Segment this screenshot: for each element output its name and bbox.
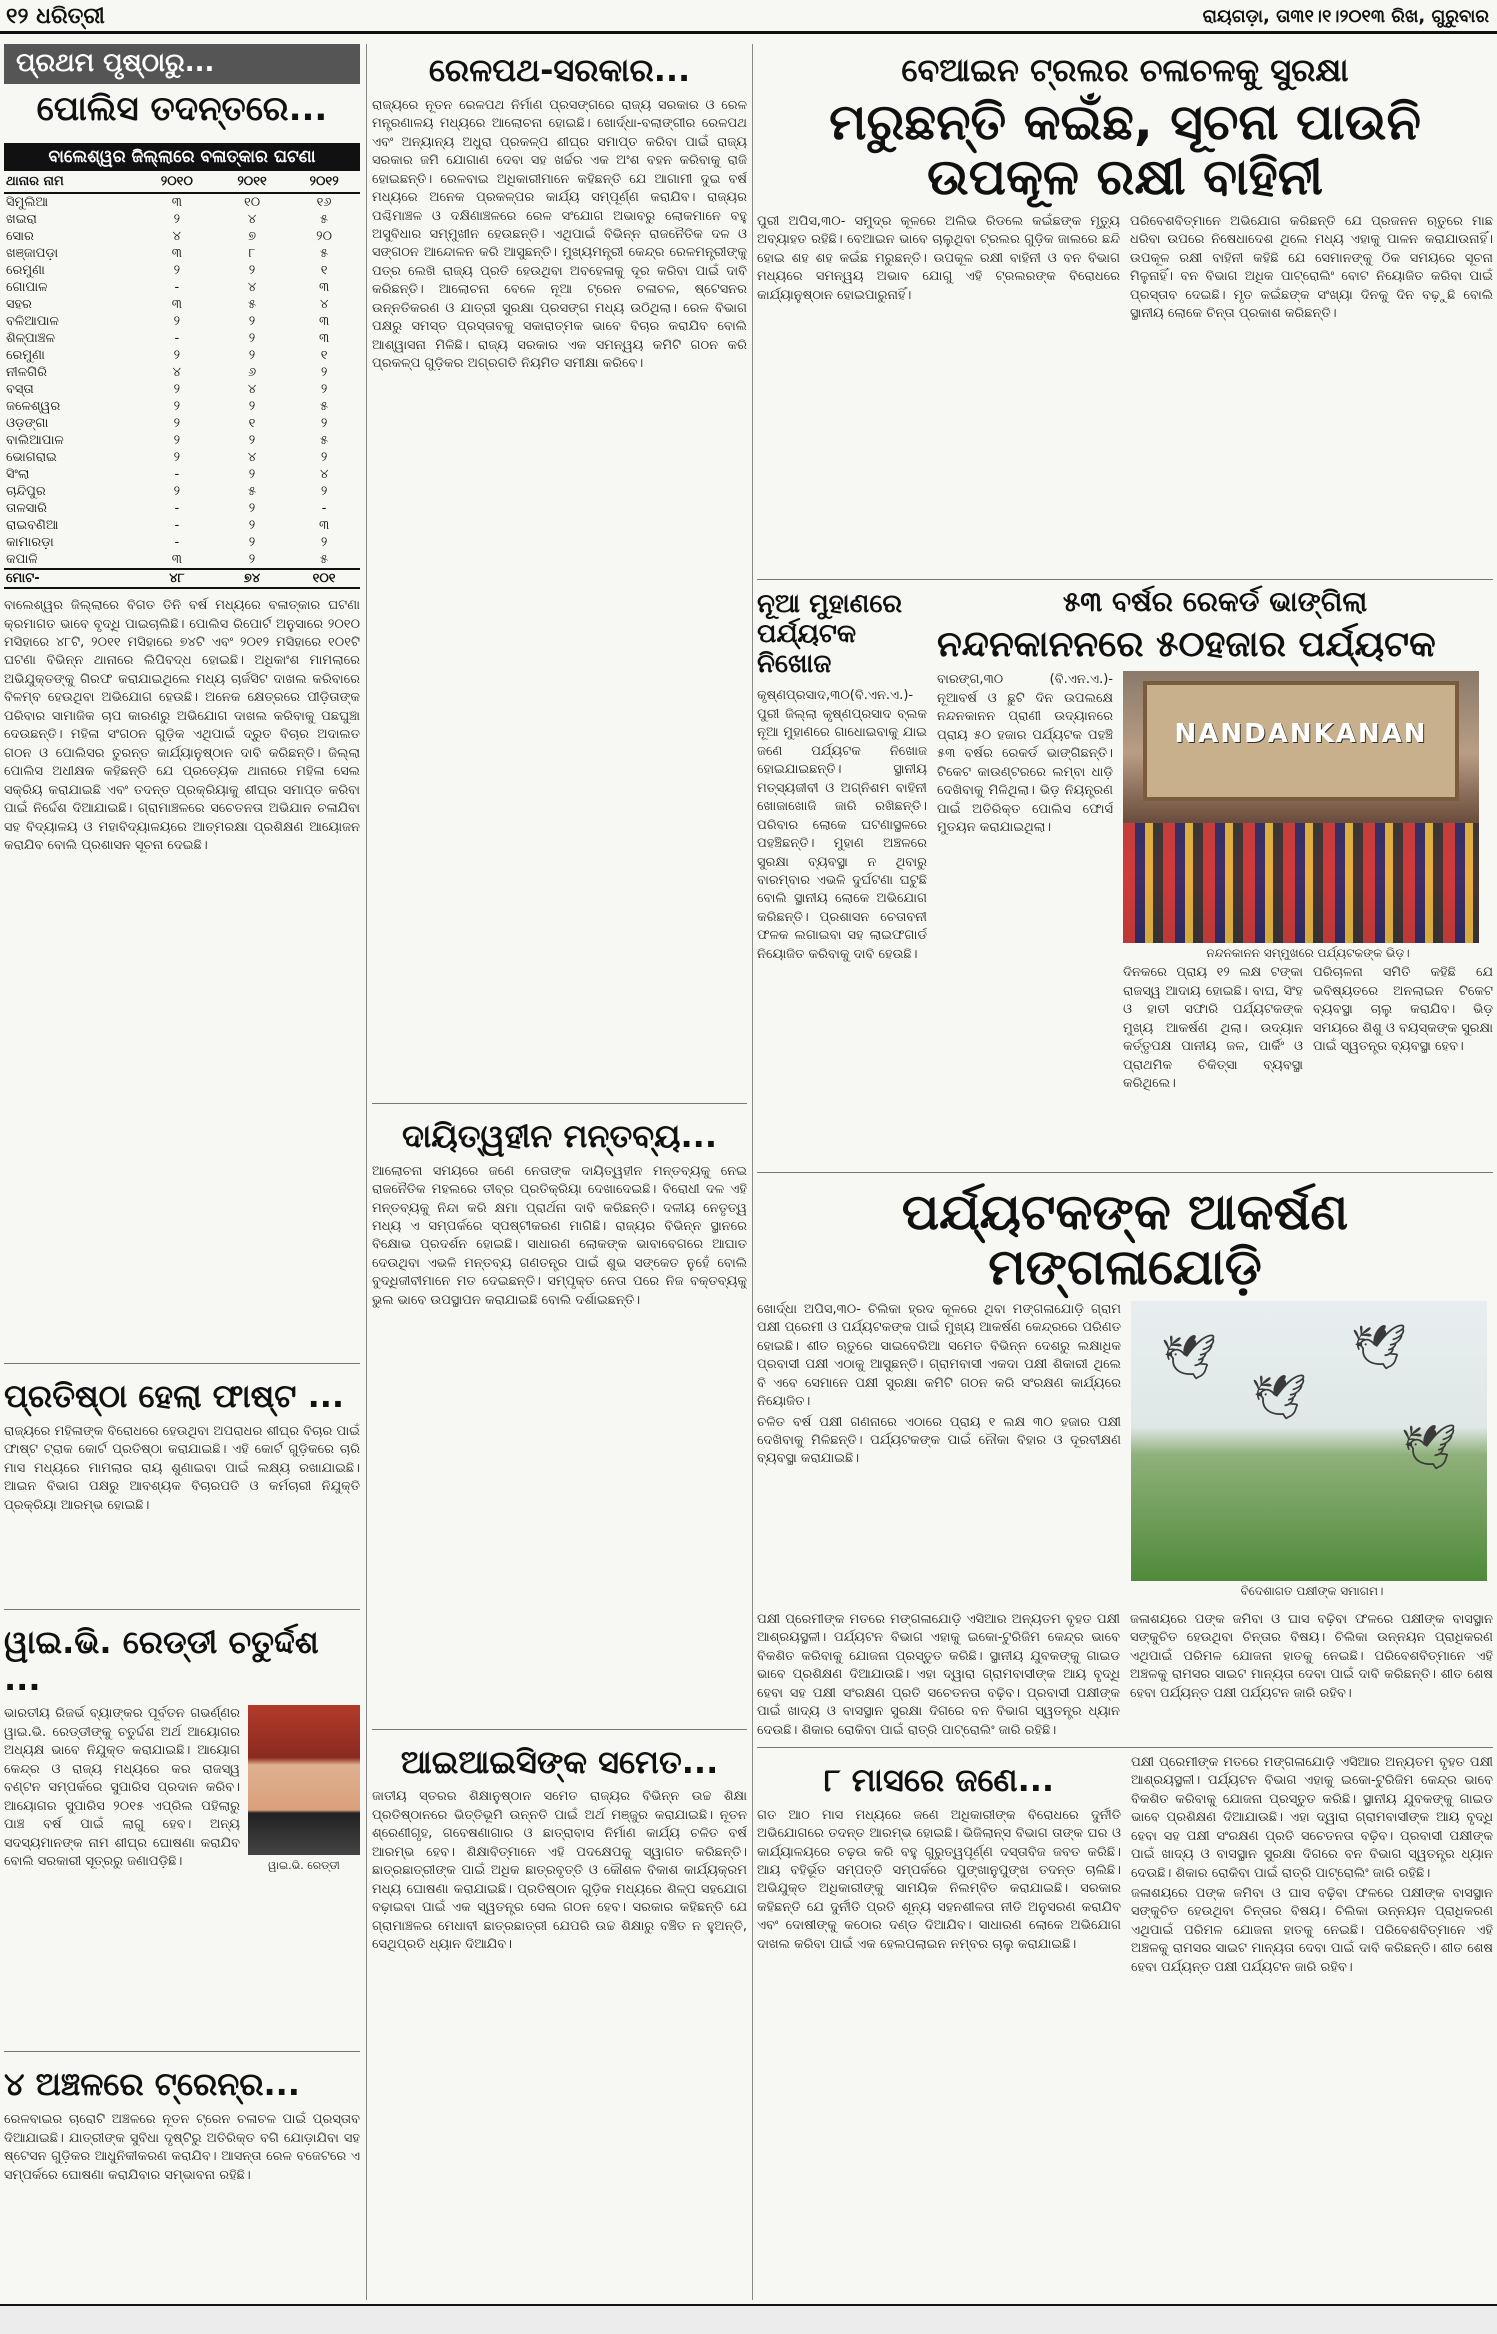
case-count-cell: ୨ [248,552,256,568]
station-name-cell: ତାଳସାରି [6,501,48,517]
eight-months-headline: ୮ ମାସରେ ଜଣେ... [823,1760,1055,1799]
paragraph: ରେଳବାଇର ଚାରୋଟି ଅଞ୍ଚଳରେ ନୂତନ ଟ୍ରେନ ଚଳାଚଳ ପାଇଁ ପ୍ରସ୍ତାବ ଦିଆଯାଇଛି। ଯାତ୍ରୀଙ୍କ ସୁବିଧା ଦୃଷ୍ଟିରୁ ଅତିରିକ୍ତ ବଗି ଯୋଡ଼ାଯିବା ସହ ଷ୍ଟେସନ ଗୁଡ଼ିକର ଆଧୁନିକୀକରଣ କରାଯିବ। ଆସନ୍ତା ରେଳ ବଜେଟରେ ଏ ସମ୍ପର୍କରେ ଘୋଷଣା କରାଯିବାର ସମ୍ଭାବନା ରହିଛି। [4,2112,360,2183]
case-count-cell: ୨ [320,416,328,432]
rape-cases-table [4,143,360,589]
nandankanan-photo-caption: ନନ୍ଦନକାନନ ସମ୍ମୁଖରେ ପର୍ଯ୍ୟଟକଙ୍କ ଭିଡ଼। [1206,946,1410,961]
case-count-cell: ୨ [173,212,181,228]
column-divider [366,44,367,2300]
station-name-cell: ଖଇରା [6,212,37,228]
nandankanan-story [937,586,1493,1166]
mangalajodi-text-3 [1130,1611,1493,1741]
missing-tourist-headline: ନୂଆ ମୁହାଣରେ ପର୍ଯ୍ୟଟକ ନିଖୋଜ [757,588,903,679]
paragraph: ଜଳାଶୟରେ ପଙ୍କ ଜମିବା ଓ ଘାସ ବଢ଼ିବା ଫଳରେ ପକ୍ଷୀଙ୍କ ବାସସ୍ଥାନ ସଙ୍କୁଚିତ ହେଉଥିବା ଚିନ୍ତାର ବିଷୟ। ଚିଲିକା ଉନ୍ନୟନ ପ୍ରାଧିକରଣ ଏଥିପାଇଁ ପରିମଳ ଯୋଜନା ହାତକୁ ନେଇଛି। ପରିବେଶବିତ୍ମାନେ ଏହି ଅଞ୍ଚଳକୁ ରାମସର ସାଇଟ ମାନ୍ୟତା ଦେବା ପାଇଁ ଦାବି କରିଛନ୍ତି। ଶୀତ ଶେଷ ହେବା ପର୍ଯ୍ୟନ୍ତ ପକ୍ଷୀ ପର୍ଯ୍ୟଟନ ଜାରି ରହିବ। [1130,1611,1493,1701]
birds-photo [1131,1301,1487,1581]
nandankanan-kicker: ୫୩ ବର୍ଷର ରେକର୍ଡ ଭାଙ୍ଗିଲା [1062,584,1368,618]
case-count-cell: ୨ [320,450,328,466]
bird-icon: 🕊 [1401,1421,1457,1473]
table-row [4,313,360,330]
table-row [4,415,360,432]
page-footer [0,2304,1497,2334]
mangalajodi-figure [1131,1301,1493,1611]
eight-months-body [757,1807,1121,2277]
case-count-cell: ୨ [248,331,256,347]
column-header: ୨୦୧୨ [288,171,360,193]
station-name-cell: ରେମୁଣା [6,263,45,279]
table-row [4,466,360,483]
nandankanan-text-2 [1123,964,1303,1104]
case-count-cell: ୨ [320,535,328,551]
table-row [4,228,360,245]
case-count-cell: ୨ [173,399,181,415]
case-count-cell: ୭ [248,229,257,245]
case-count-cell: - [174,535,180,551]
station-name-cell: ସହର [6,297,32,313]
paragraph: କୃଷ୍ଣପ୍ରସାଦ,୩୦(ବି.ଏନ.ଏ.)- ପୁରୀ ଜିଲ୍ଲା କୃଷ୍ଣପ୍ରସାଦ ବ୍ଲକ ନୂଆ ମୁହାଣରେ ଗାଧୋଇବାକୁ ଯାଇ ଜଣେ ପର୍ଯ୍ୟଟକ ନିଖୋଜ ହୋଇଯାଇଛନ୍ତି। ସ୍ଥାନୀୟ ମତ୍ସ୍ୟଜୀବୀ ଓ ଅଗ୍ନିଶମ ବାହିନୀ ଖୋଜାଖୋଜି ଜାରି ରଖିଛନ୍ତି। ପରିବାର ଲୋକେ ଘଟଣାସ୍ଥଳରେ ପହଞ୍ଚିଛନ୍ତି। ମୁହାଣ ଅଞ୍ଚଳରେ ସୁରକ୍ଷା ବ୍ୟବସ୍ଥା ନ ଥିବାରୁ ବାରମ୍ବାର ଏଭଳି ଦୁର୍ଘଟଣା ଘଟୁଛି ବୋଲି ସ୍ଥାନୀୟ ଲୋକେ ଅଭିଯୋଗ କରିଛନ୍ତି। ପ୍ରଶାସନ ଚେତାବନୀ ଫଳକ ଲଗାଇବା ସହ ଲାଇଫଗାର୍ଡ ନିୟୋଜିତ କରିବାକୁ ଦାବି ହେଉଛି। [757,688,927,962]
divider [4,2051,360,2052]
paragraph: ଗତ ଆଠ ମାସ ମଧ୍ୟରେ ଜଣେ ଅଧିକାରୀଙ୍କ ବିରୋଧରେ ଦୁର୍ନୀତି ଅଭିଯୋଗରେ ତଦନ୍ତ ଆରମ୍ଭ ହୋଇଛି। ଭିଜିଲାନ୍ସ ବିଭାଗ ତାଙ୍କ ଘର ଓ କାର୍ଯ୍ୟାଳୟରେ ଚଢ଼ଉ କରି ବହୁ ଗୁରୁତ୍ୱପୂର୍ଣ୍ଣ ଦସ୍ତାବିଜ ଜବତ କରିଛି। ଆୟ ବହିର୍ଭୂତ ସମ୍ପତ୍ତି ସମ୍ପର୍କରେ ପୁଙ୍ଖାନୁପୁଙ୍ଖ ତଦନ୍ତ ଚାଲିଛି। ଅଭିଯୁକ୍ତ ଅଧିକାରୀଙ୍କୁ ସାମୟିକ ନିଲମ୍ବିତ କରାଯାଇଛି। ସରକାର କହିଛନ୍ତି ଯେ ଦୁର୍ନୀତି ପ୍ରତି ଶୂନ୍ୟ ସହନଶୀଳତା ନୀତି ଅନୁସରଣ କରାଯିବ ଏବଂ ଦୋଷୀଙ୍କୁ କଠୋର ଦଣ୍ଡ ଦିଆଯିବ। ସାଧାରଣ ଲୋକେ ଅଭିଯୋଗ ଦାଖଲ କରିବା ପାଇଁ ଏକ ହେଲପଲାଇନ ନମ୍ବର ଚାଲୁ କରାଯାଇଛି। [757,1807,1121,1952]
lead-headline: ମରୁଛନ୍ତି କଇଁଛ, ସୂଚନା ପାଉନି ଉପକୂଳ ରକ୍ଷୀ ବାହିନୀ [829,92,1421,206]
station-name-cell: ରେମୁଣା [6,348,45,364]
case-count-cell: ୨ [248,314,256,330]
missing-tourist-body [757,687,927,1167]
crowd [1123,823,1479,943]
table-row [4,364,360,381]
station-name-cell: କପାଳି [6,552,38,568]
table-row [4,483,360,500]
case-count-cell: ୫ [320,552,329,568]
case-count-cell: ୨ [248,518,256,534]
divider [757,1747,1493,1748]
story-police-body [4,597,360,1357]
case-count-cell: - [174,280,180,296]
divider [372,1103,747,1104]
column-header: ଥାନାର ନାମ [4,171,138,193]
case-count-cell: ୨ [248,501,256,517]
case-count-cell: ୪ [172,365,181,381]
case-count-cell: - [174,331,180,347]
case-count-cell: ୩ [171,552,182,568]
total-value: ୧୦୧ [288,569,360,588]
nandankanan-text-3 [1313,964,1493,1104]
case-count-cell: ୨ [173,416,181,432]
table-row [4,432,360,449]
table-row [4,398,360,415]
table-row [4,347,360,364]
case-count-cell: ୫ [320,399,329,415]
total-value: ୭୪ [216,569,288,588]
table-total-row [4,569,360,588]
section-kicker: ପ୍ରଥମ ପୃଷ୍ଠାରୁ... [4,44,360,84]
lower-block [757,1754,1493,2294]
paragraph: ବାରଙ୍ଗ,୩୦ (ବି.ଏନ.ଏ.)- ନୂଆବର୍ଷ ଓ ଛୁଟି ଦିନ ଉପଲକ୍ଷେ ନନ୍ଦନକାନନ ପ୍ରାଣୀ ଉଦ୍ୟାନରେ ପ୍ରାୟ ୫୦ ହଜାର ପର୍ଯ୍ୟଟକ ପହଞ୍ଚି ୫୩ ବର୍ଷର ରେକର୍ଡ ଭାଙ୍ଗିଛନ୍ତି। ଟିକେଟ କାଉଣ୍ଟରରେ ଲମ୍ବା ଧାଡ଼ି ଦେଖିବାକୁ ମିଳିଥିଲା। ଭିଡ଼ ନିୟନ୍ତ୍ରଣ ପାଇଁ ଅତିରିକ୍ତ ପୋଲିସ ଫୋର୍ସ ମୁତୟନ କରାଯାଇଥିଲା। [937,672,1113,835]
case-count-cell: ୨ [320,382,328,398]
paragraph: ପୁରୀ ଅପିସ,୩୦- ସମୁଦ୍ର କୂଳରେ ଅଲିଭ ରିଡଲେ କଇଁଛଙ୍କ ମୃତ୍ୟୁ ଅବ୍ୟାହତ ରହିଛି। ବେଆଇନ ଭାବେ ଚାଲୁଥିବା ଟ୍ରଲର ଗୁଡ଼ିକ ଜାଲରେ ଛନ୍ଦି ହୋଇ ଶହ ଶହ କଇଁଛ ମରୁଛନ୍ତି। ଉପକୂଳ ରକ୍ଷୀ ବାହିନୀ ଓ ବନ ବିଭାଗ ମଧ୍ୟରେ ସମନ୍ୱୟ ଅଭାବ ଯୋଗୁ ଏହି ଟ୍ରଲରଙ୍କ ବିରୋଧରେ କାର୍ଯ୍ୟାନୁଷ୍ଠାନ ହୋଇପାରୁନାହିଁ। [757,213,1120,303]
case-count-cell: ୪ [247,212,257,228]
case-count-cell: ୨ [173,263,181,279]
case-count-cell: ୨ [248,263,256,279]
case-count-cell: ୪ [319,297,329,313]
station-name-cell: ବାଲିଆପାଳ [6,433,64,449]
case-count-cell: ୪ [172,229,181,245]
case-count-cell: ୩ [171,195,182,211]
case-count-cell: ୨ [173,314,181,330]
case-count-cell: ୨ [248,467,256,483]
case-count-cell: ୨ [173,382,181,398]
paragraph: ପକ୍ଷୀ ପ୍ରେମୀଙ୍କ ମତରେ ମଙ୍ଗଳାଯୋଡ଼ି ଏସିଆର ଅନ୍ୟତମ ବୃହତ ପକ୍ଷୀ ଆଶ୍ରୟସ୍ଥଳୀ। ପର୍ଯ୍ୟଟନ ବିଭାଗ ଏହାକୁ ଇକୋ-ଟୁରିଜିମ କେନ୍ଦ୍ର ଭାବେ ବିକଶିତ କରିବାକୁ ଯୋଜନା ପ୍ରସ୍ତୁତ କରିଛି। ସ୍ଥାନୀୟ ଯୁବକଙ୍କୁ ଗାଇଡ ଭାବେ ପ୍ରଶିକ୍ଷଣ ଦିଆଯାଉଛି। ଏହା ଦ୍ୱାରା ଗ୍ରାମବାସୀଙ୍କ ଆୟ ବୃଦ୍ଧି ହେବା ସହ ପକ୍ଷୀ ସଂରକ୍ଷଣ ପ୍ରତି ସଚେତନତା ବଢ଼ିବ। ପ୍ରବାସୀ ପକ୍ଷୀଙ୍କ ପାଇଁ ଖାଦ୍ୟ ଓ ବାସସ୍ଥାନ ସୁରକ୍ଷା ଦିଗରେ ବନ ବିଭାଗ ସ୍ୱତନ୍ତ୍ର ଧ୍ୟାନ ଦେଉଛି। ଶିକାର ରୋକିବା ପାଇଁ ରାତ୍ରି ପାଟ୍ରୋଲିଂ ଜାରି ରହିଛି। [757,1611,1120,1738]
table-row [4,449,360,466]
case-count-cell: ୪ [247,450,257,466]
nandankanan-photo [1123,671,1479,943]
case-count-cell: - [174,501,180,517]
table-row [4,296,360,313]
case-count-cell: - [174,518,180,534]
station-name-cell: ଖଞ୍ଜାପଡ଼ା [6,246,59,262]
case-count-cell: ୨ [173,433,181,449]
story-fasttrack-headline: ପ୍ରତିଷ୍ଠା ହେଲା ଫାଷ୍ଟ ... [4,1377,345,1416]
table-row [4,534,360,551]
table-header-row [4,171,360,193]
paragraph: ରାଜ୍ୟରେ ମହିଳାଙ୍କ ବିରୋଧରେ ହେଉଥିବା ଅପରାଧର ଶୀଘ୍ର ବିଚାର ପାଇଁ ଫାଷ୍ଟ ଟ୍ରାକ କୋର୍ଟ ପ୍ରତିଷ୍ଠା କରାଯାଇଛି। ଏହି କୋର୍ଟ ଗୁଡ଼ିକରେ ଚାରି ମାସ ମଧ୍ୟରେ ମାମଲାର ରାୟ ଶୁଣାଇବା ପାଇଁ ଲକ୍ଷ୍ୟ ରଖାଯାଇଛି। ଆଇନ ବିଭାଗ ପକ୍ଷରୁ ଆବଶ୍ୟକ ବିଚାରପତି ଓ କର୍ମଚାରୀ ନିଯୁକ୍ତି ପ୍ରକ୍ରିୟା ଆରମ୍ଭ ହୋଇଛି। [4,1423,360,1513]
mangalajodi-text [757,1301,1121,1611]
story-train-headline: ୪ ଅଞ୍ଚଳରେ ଟ୍ରେନ୍ର... [4,2065,300,2104]
paragraph: ଖୋର୍ଦ୍ଧା ଅପିସ,୩୦- ଚିଲିକା ହ୍ରଦ କୂଳରେ ଥିବା ମଙ୍ଗଳାଯୋଡ଼ି ଗ୍ରାମ ପକ୍ଷୀ ପ୍ରେମୀ ଓ ପର୍ଯ୍ୟଟକଙ୍କ ପାଇଁ ମୁଖ୍ୟ ଆକର୍ଷଣ କେନ୍ଦ୍ରରେ ପରିଣତ ହୋଇଛି। ଶୀତ ଋତୁରେ ସାଇବେରିଆ ସମେତ ବିଭିନ୍ନ ଦେଶରୁ ଲକ୍ଷାଧିକ ପ୍ରବାସୀ ପକ୍ଷୀ ଏଠାକୁ ଆସୁଛନ୍ତି। ଗ୍ରାମବାସୀ ଏକଦା ପକ୍ଷୀ ଶିକାରୀ ଥିଲେ ବି ଏବେ ସେମାନେ ପକ୍ଷୀ ସୁରକ୍ଷା କମିଟି ଗଠନ କରି ସଂରକ୍ଷଣ କାର୍ଯ୍ୟରେ ନିୟୋଜିତ। [757,1301,1121,1410]
case-count-cell: ୬ [247,365,257,381]
nandankanan-more [1123,964,1493,1104]
column-divider [752,44,753,2300]
bird-icon: 🕊 [1251,1371,1307,1423]
case-count-cell: ୩ [319,280,330,296]
case-count-cell: ୨ [248,399,256,415]
case-count-cell: ୩ [319,518,330,534]
paragraph: ବାଲେଶ୍ୱର ଜିଲ୍ଲାରେ ବିଗତ ତିନି ବର୍ଷ ମଧ୍ୟରେ ବଳାତ୍କାର ଘଟଣା କ୍ରମାଗତ ଭାବେ ବୃଦ୍ଧି ପାଇଚାଲିଛି। ପୋଲିସ ରିପୋର୍ଟ ଅନୁସାରେ ୨୦୧୦ ମସିହାରେ ୪୮ଟି, ୨୦୧୧ ମସିହାରେ ୭୪ଟି ଏବଂ ୨୦୧୨ ମସିହାରେ ୧୦୧ଟି ଘଟଣା ବିଭିନ୍ନ ଥାନାରେ ଲିପିବଦ୍ଧ ହୋଇଛି। ଅଧିକାଂଶ ମାମଲାରେ ଅଭିଯୁକ୍ତଙ୍କୁ ଗିରଫ କରାଯାଇଥିଲେ ମଧ୍ୟ ଚାର୍ଜସିଟ ଦାଖଲ କରିବାରେ ବିଳମ୍ବ ହେଉଥିବା ଅଭିଯୋଗ ହେଉଛି। ଅନେକ କ୍ଷେତ୍ରରେ ପୀଡ଼ିତାଙ୍କ ପରିବାର ସାମାଜିକ ଚାପ କାରଣରୁ ଅଭିଯୋଗ ଦାଖଲ କରିବାକୁ ପଛଘୁଞ୍ଚା ଦେଉଛନ୍ତି। ମହିଳା ସଂଗଠନ ଗୁଡ଼ିକ ଏଥିପାଇଁ ଦ୍ରୁତ ବିଚାର ଅଦାଲତ ଗଠନ ଓ ପୋଲିସର ତୁରନ୍ତ କାର୍ଯ୍ୟାନୁଷ୍ଠାନ ଦାବି କରିଛନ୍ତି। ଜିଲ୍ଲା ପୋଲିସ ଅଧୀକ୍ଷକ କହିଛନ୍ତି ଯେ ପ୍ରତ୍ୟେକ ଥାନାରେ ମହିଳା ସେଲ ସକ୍ରିୟ କରାଯାଇଛି ଏବଂ ତଦନ୍ତ ପ୍ରକ୍ରିୟାକୁ ଶୀଘ୍ର ସମାପ୍ତ କରିବା ପାଇଁ ନିର୍ଦ୍ଦେଶ ଦିଆଯାଇଛି। ଗ୍ରାମାଞ୍ଚଳରେ ସଚେତନତା ଅଭିଯାନ ଚଳାଯିବା ସହ ବିଦ୍ୟାଳୟ ଓ ମହାବିଦ୍ୟାଳୟରେ ଆତ୍ମରକ୍ଷା ପ୍ରଶିକ୍ଷଣ ଆୟୋଜନ କରାଯିବ ବୋଲି ପ୍ରଶାସନ ସୂଚନା ଦେଇଛି। [4,598,360,853]
story-reddy-body [4,1705,360,2045]
case-count-cell: ୨ [248,348,256,364]
tourism-block [757,586,1493,1166]
paragraph: ପରିଚାଳନା ସମିତି କହିଛି ଯେ ଭବିଷ୍ୟତରେ ଅନଲାଇନ ଟିକେଟ ବ୍ୟବସ୍ଥା ଚାଲୁ କରାଯିବ। ଭିଡ଼ ସମୟରେ ଶିଶୁ ଓ ବୟସ୍କଙ୍କ ସୁରକ୍ଷା ପାଇଁ ସ୍ୱତନ୍ତ୍ର ବ୍ୟବସ୍ଥା ହେବ। [1313,965,1493,1055]
station-name-cell: କାମାରଡ଼ା [6,535,54,551]
total-value: ୪୮ [138,569,216,588]
case-count-cell: ୨ [173,348,181,364]
case-count-cell: ୧୬ [316,195,332,211]
case-count-cell: ୨ [173,450,181,466]
nandankanan-headline: ନନ୍ଦନକାନନରେ ୫୦ହଜାର ପର୍ଯ୍ୟଟକ [937,623,1436,665]
station-name-cell: ଭୋଗରାଇ [6,450,57,466]
dateline: ରାୟଗଡ଼ା, ତା୩୧।୧।୨୦୧୩ ରିଖ, ଗୁରୁବାର [1202,6,1489,27]
case-count-cell: ୩ [171,246,182,262]
case-count-cell: ୫ [320,433,329,449]
case-count-cell: ୨ [248,535,256,551]
masthead [0,0,1497,34]
case-count-cell: - [321,501,327,517]
eight-months-story [757,1754,1121,2294]
lead-body-left [757,213,1120,573]
case-count-cell: ୩ [319,314,330,330]
case-count-cell: - [174,467,180,483]
table-row [4,551,360,569]
zoo-gate-sign: NANDANKANAN [1174,719,1428,750]
case-count-cell: ୩ [171,297,182,313]
table-row [4,193,360,211]
station-name-cell: ସୋର [6,229,34,245]
story-reddy-headline: ୱାଇ.ଭି. ରେଡ୍ଡୀ ଚତୁର୍ଦ୍ଦଶ ... [4,1622,319,1698]
bird-icon: 🕊 [1161,1331,1217,1383]
column-header: ୨୦୧୧ [216,171,288,193]
case-count-cell: ୨ [248,433,256,449]
nandankanan-body [937,671,1493,1131]
portrait-caption: ୱାଇ.ଭି. ରେଡ୍ଡୀ [268,1858,340,1872]
paragraph: ପରିବେଶବିତ୍ମାନେ ଅଭିଯୋଗ କରିଛନ୍ତି ଯେ ପ୍ରଜନନ ଋତୁରେ ମାଛ ଧରିବା ଉପରେ ନିଷେଧାଦେଶ ଥିଲେ ମଧ୍ୟ ଏହାକୁ ପାଳନ କରାଯାଉନାହିଁ। ଉପକୂଳ ରକ୍ଷୀ ବାହିନୀ କହିଛି ଯେ ସେମାନଙ୍କୁ ଠିକ ସମୟରେ ସୂଚନା ମିଳୁନାହିଁ। ବନ ବିଭାଗ ଅଧିକ ପାଟ୍ରୋଲିଂ ବୋଟ ନିୟୋଜିତ କରିବା ପାଇଁ ପ୍ରସ୍ତାବ ଦେଇଛି। ମୃତ କଇଁଛଙ୍କ ସଂଖ୍ୟା ଦିନକୁ ଦିନ ବଢ଼ୁଛି ବୋଲି ସ୍ଥାନୀୟ ଲୋକେ ଚିନ୍ତା ପ୍ରକାଶ କରିଛନ୍ତି। [1130,213,1493,322]
portrait-photo [248,1705,360,1872]
case-count-cell: ୫ [247,297,257,313]
paragraph: ପକ୍ଷୀ ପ୍ରେମୀଙ୍କ ମତରେ ମଙ୍ଗଳାଯୋଡ଼ି ଏସିଆର ଅନ୍ୟତମ ବୃହତ ପକ୍ଷୀ ଆଶ୍ରୟସ୍ଥଳୀ। ପର୍ଯ୍ୟଟନ ବିଭାଗ ଏହାକୁ ଇକୋ-ଟୁରିଜିମ କେନ୍ଦ୍ର ଭାବେ ବିକଶିତ କରିବାକୁ ଯୋଜନା ପ୍ରସ୍ତୁତ କରିଛି। ସ୍ଥାନୀୟ ଯୁବକଙ୍କୁ ଗାଇଡ ଭାବେ ପ୍ରଶିକ୍ଷଣ ଦିଆଯାଉଛି। ଏହା ଦ୍ୱାରା ଗ୍ରାମବାସୀଙ୍କ ଆୟ ବୃଦ୍ଧି ହେବା ସହ ପକ୍ଷୀ ସଂରକ୍ଷଣ ପ୍ରତି ସଚେତନତା ବଢ଼ିବ। ପ୍ରବାସୀ ପକ୍ଷୀଙ୍କ ପାଇଁ ଖାଦ୍ୟ ଓ ବାସସ୍ଥାନ ସୁରକ୍ଷା ଦିଗରେ ବନ ବିଭାଗ ସ୍ୱତନ୍ତ୍ର ଧ୍ୟାନ ଦେଉଛି। ଶିକାର ରୋକିବା ପାଇଁ ରାତ୍ରି ପାଟ୍ରୋଲିଂ ଜାରି ରହିଛି। [1131,1754,1493,1881]
paragraph: ଭାରତୀୟ ରିଜର୍ଭ ବ୍ୟାଙ୍କର ପୂର୍ବତନ ଗଭର୍ଣ୍ଣର ୱାଇ.ଭି. ରେଡ୍ଡୀଙ୍କୁ ଚତୁର୍ଦ୍ଦଶ ଅର୍ଥ ଆୟୋଗର ଅଧ୍ୟକ୍ଷ ଭାବେ ନିଯୁକ୍ତ କରାଯାଇଛି। ଆୟୋଗ କେନ୍ଦ୍ର ଓ ରାଜ୍ୟ ମଧ୍ୟରେ କର ରାଜସ୍ୱ ବଣ୍ଟନ ସମ୍ପର୍କରେ ସୁପାରିସ ପ୍ରଦାନ କରିବ। ଆୟୋଗର ସୁପାରିସ ୨୦୧୫ ଏପ୍ରିଲ ପହିଲାରୁ ପାଞ୍ଚ ବର୍ଷ ପାଇଁ ଲାଗୁ ହେବ। ଅନ୍ୟ ସଦସ୍ୟମାନଙ୍କ ନାମ ଶୀଘ୍ର ଘୋଷଣା କରାଯିବ ବୋଲି ସରକାରୀ ସୂତ୍ରରୁ ଜଣାପଡ଼ିଛି। [4,1706,240,1870]
mangalajodi-top [757,1301,1493,1611]
station-name-cell: ନୀଳଗିରି [6,365,48,381]
nandankanan-text [937,671,1113,1131]
station-name-cell: ବଳିଆପାଳ [6,314,59,330]
mangalajodi-text-2 [757,1611,1120,1741]
case-count-cell: ୮ [248,246,256,262]
table-row [4,245,360,262]
missing-tourist-story [757,586,927,1166]
table-row [4,330,360,347]
table-row [4,500,360,517]
column-header: ୨୦୧୦ [138,171,216,193]
table-body [4,193,360,569]
mangalajodi-bottom [757,1611,1493,1741]
station-name-cell: ଓଡ଼ଙ୍ଗା [6,416,49,432]
story-comment-headline: ଦାୟିତ୍ୱହୀନ ମନ୍ତବ୍ୟ... [401,1116,717,1155]
case-count-cell: ୪ [247,280,257,296]
case-count-cell: ୨ [320,484,328,500]
mangalajodi-headline: ପର୍ଯ୍ୟଟକଙ୍କ ଆକର୍ଷଣ ମଙ୍ଗଳାଯୋଡ଼ି [901,1182,1349,1296]
case-count-cell: ୨୦ [316,229,333,245]
case-count-cell: ୩ [319,331,330,347]
case-count-cell: ୧୦ [243,195,261,211]
divider [4,1609,360,1610]
divider [372,1729,747,1730]
station-name-cell: ଗୋପାଳ [6,280,48,296]
paragraph: ଚଳିତ ବର୍ଷ ପକ୍ଷୀ ଗଣନାରେ ଏଠାରେ ପ୍ରାୟ ୧ ଲକ୍ଷ ୩୦ ହଜାର ପକ୍ଷୀ ଦେଖିବାକୁ ମିଳିଛନ୍ତି। ପର୍ଯ୍ୟଟକଙ୍କ ପାଇଁ ନୌକା ବିହାର ଓ ଦୂରବୀକ୍ଷଣ ବ୍ୟବସ୍ଥା କରାଯାଇଛି। [757,1414,1121,1467]
story-iic-body [372,1788,747,2300]
case-count-cell: ୫ [247,484,257,500]
paragraph: ଦିନକରେ ପ୍ରାୟ ୧୨ ଲକ୍ଷ ଟଙ୍କା ରାଜସ୍ୱ ଆଦାୟ ହୋଇଛି। ବାଘ, ସିଂହ ଓ ହାତୀ ସଫାରି ପର୍ଯ୍ୟଟକଙ୍କ ମୁଖ୍ୟ ଆକର୍ଷଣ ଥିଲା। ଉଦ୍ୟାନ କର୍ତ୍ତୃପକ୍ଷ ପାନୀୟ ଜଳ, ପାର୍କିଂ ଓ ପ୍ରାଥମିକ ଚିକିତ୍ସା ବ୍ୟବସ୍ଥା କରିଥିଲେ। [1123,965,1303,1092]
table-row [4,262,360,279]
case-count-cell: ୪ [247,382,257,398]
station-name-cell: ଶିଳ୍ପାଞ୍ଚଳ [6,331,55,347]
story-train-body [4,2111,360,2291]
story-fasttrack-body [4,1423,360,1603]
table-row [4,517,360,534]
lead-kicker: ବେଆଇନ ଟ୍ରଲର ଚଳାଚଳକୁ ସୁରକ୍ଷା [901,51,1349,89]
divider [4,1363,360,1364]
case-count-cell: ୨ [173,484,181,500]
case-count-cell: ୨ [320,365,328,381]
bird-icon: 🕊 [1351,1321,1407,1373]
page-label: ୧୨ ଧରିତ୍ରୀ [6,4,105,29]
table-row [4,381,360,398]
story-police-headline: ପୋଲିସ ତଦନ୍ତରେ... [36,89,328,129]
case-count-cell: ୫ [320,212,329,228]
lead-body [757,213,1493,573]
story-railway-body [372,97,747,1097]
lead-body-right [1130,213,1493,573]
station-name-cell: ଚାନ୍ଦିପୁର [6,484,46,500]
column-left [4,44,360,2300]
nandankanan-figure [1123,671,1493,1131]
station-name-cell: ଜଳେଶ୍ୱର [6,399,61,415]
table-row [4,211,360,228]
column-right [757,44,1493,2300]
story-railway-headline: ରେଳପଥ-ସରକାର... [428,51,691,89]
divider [757,579,1493,580]
paragraph: ଆଲୋଚନା ସମୟରେ ଜଣେ ନେତାଙ୍କ ଦାୟିତ୍ୱହୀନ ମନ୍ତବ୍ୟକୁ ନେଇ ରାଜନୈତିକ ମହଲରେ ତୀବ୍ର ପ୍ରତିକ୍ରିୟା ଦେଖାଦେଇଛି। ବିରୋଧୀ ଦଳ ଏହି ମନ୍ତବ୍ୟକୁ ନିନ୍ଦା କରି କ୍ଷମା ପ୍ରାର୍ଥନା ଦାବି କରିଛନ୍ତି। ଦଳୀୟ ନେତୃତ୍ୱ ମଧ୍ୟ ଏ ସମ୍ପର୍କରେ ସ୍ପଷ୍ଟୀକରଣ ମାଗିଛି। ରାଜ୍ୟର ବିଭିନ୍ନ ସ୍ଥାନରେ ବିକ୍ଷୋଭ ପ୍ରଦର୍ଶନ ହୋଇଛି। ସାଧାରଣ ଲୋକଙ୍କ ଭାବାବେଗରେ ଆଘାତ ଦେଉଥିବା ଏଭଳି ମନ୍ତବ୍ୟ ଗଣତନ୍ତ୍ର ପାଇଁ ଶୁଭ ସଙ୍କେତ ନୁହେଁ ବୋଲି ବୁଦ୍ଧିଜୀବୀମାନେ ମତ ଦେଇଛନ୍ତି। ସମ୍ପୃକ୍ତ ନେତା ପରେ ନିଜ ବକ୍ତବ୍ୟକୁ ଭୁଲ ଭାବେ ଉପସ୍ଥାପନ କରାଯାଇଛି ବୋଲି ଦର୍ଶାଇଛନ୍ତି। [372,1163,747,1308]
station-name-cell: ସିମୁଲିଆ [6,195,49,211]
divider [757,1172,1493,1173]
station-name-cell: ରାଇବଣିଆ [6,518,59,534]
mangalajodi-continued [1131,1754,1493,2294]
story-comment-body [372,1163,747,1723]
station-name-cell: ସିଂଲା [6,467,30,483]
paragraph: ଜାତୀୟ ସ୍ତରର ଶିକ୍ଷାନୁଷ୍ଠାନ ସମେତ ରାଜ୍ୟର ବିଭିନ୍ନ ଉଚ୍ଚ ଶିକ୍ଷା ପ୍ରତିଷ୍ଠାନରେ ଭିତ୍ତିଭୂମି ଉନ୍ନତି ପାଇଁ ଅର୍ଥ ମଞ୍ଜୁର କରାଯାଇଛି। ନୂତନ ଶ୍ରେଣୀଗୃହ, ଗବେଷଣାଗାର ଓ ଛାତ୍ରାବାସ ନିର୍ମାଣ କାର୍ଯ୍ୟ ଚଳିତ ବର୍ଷ ଆରମ୍ଭ ହେବ। ଶିକ୍ଷାବିତ୍ମାନେ ଏହି ପଦକ୍ଷେପକୁ ସ୍ୱାଗତ କରିଛନ୍ତି। ଛାତ୍ରଛାତ୍ରୀଙ୍କ ପାଇଁ ଅଧିକ ଛାତ୍ରବୃତ୍ତି ଓ କୌଶଳ ବିକାଶ କାର୍ଯ୍ୟକ୍ରମ ମଧ୍ୟ ଘୋଷଣା କରାଯାଇଛି। ପ୍ରତିଷ୍ଠାନ ଗୁଡ଼ିକ ମଧ୍ୟରେ ଶିଳ୍ପ ସହଯୋଗ ବଢ଼ାଇବା ପାଇଁ ଏକ ସ୍ୱତନ୍ତ୍ର ସେଲ ଗଠନ ହେବ। ସରକାର କହିଛନ୍ତି ଯେ ଗ୍ରାମାଞ୍ଚଳର ମେଧାବୀ ଛାତ୍ରଛାତ୍ରୀ ଯେପରି ଉଚ୍ଚ ଶିକ୍ଷାରୁ ବଞ୍ଚିତ ନ ହୁଅନ୍ତି, ସେଥିପ୍ରତି ଧ୍ୟାନ ଦିଆଯିବ। [372,1789,747,1953]
case-count-cell: ୧ [248,416,256,432]
paragraph: ରାଜ୍ୟରେ ନୂତନ ରେଳପଥ ନିର୍ମାଣ ପ୍ରସଙ୍ଗରେ ରାଜ୍ୟ ସରକାର ଓ ରେଳ ମନ୍ତ୍ରଣାଳୟ ମଧ୍ୟରେ ଆଲୋଚନା ହୋଇଛି। ଖୋର୍ଦ୍ଧା-ବଲାଙ୍ଗୀର ରେଳପଥ ଏବଂ ଅନ୍ୟାନ୍ୟ ଅଧୁରା ପ୍ରକଳ୍ପ ଶୀଘ୍ର ସମାପ୍ତ କରିବା ପାଇଁ ରାଜ୍ୟ ସରକାର ଜମି ଯୋଗାଣ ଦେବା ସହ ଖର୍ଚ୍ଚର ଏକ ଅଂଶ ବହନ କରିବାକୁ ରାଜି ହୋଇଛନ୍ତି। ରେଳବାଇ ଅଧିକାରୀମାନେ କହିଛନ୍ତି ଯେ ଆଗାମୀ ଦୁଇ ବର୍ଷ ମଧ୍ୟରେ ଅନେକ ପ୍ରକଳ୍ପର କାର୍ଯ୍ୟ ସମ୍ପୂର୍ଣ୍ଣ କରାଯିବ। ରାଜ୍ୟର ପଶ୍ଚିମାଞ୍ଚଳ ଓ ଦକ୍ଷିଣାଞ୍ଚଳରେ ରେଳ ସଂଯୋଗ ଅଭାବରୁ ଲୋକମାନେ ବହୁ ଅସୁବିଧାର ସମ୍ମୁଖୀନ ହେଉଛନ୍ତି। ଏଥିପାଇଁ ବିଭିନ୍ନ ରାଜନୈତିକ ଦଳ ଓ ସଙ୍ଗଠନ ଆନ୍ଦୋଳନ କରି ଆସୁଛନ୍ତି। ମୁଖ୍ୟମନ୍ତ୍ରୀ କେନ୍ଦ୍ର ରେଳମନ୍ତ୍ରୀଙ୍କୁ ପତ୍ର ଲେଖି ରାଜ୍ୟ ପ୍ରତି ହେଉଥିବା ଅବହେଳାକୁ ଦୂର କରିବା ପାଇଁ ଦାବି କରିଛନ୍ତି। ଆଲୋଚନା ବେଳେ ନୂଆ ଟ୍ରେନ ଚଳାଚଳ, ଷ୍ଟେସନର ଉନ୍ନତିକରଣ ଓ ଯାତ୍ରୀ ସୁରକ୍ଷା ପ୍ରସଙ୍ଗ ମଧ୍ୟ ଉଠିଥିଲା। ରେଳ ବିଭାଗ ପକ୍ଷରୁ ସମସ୍ତ ପ୍ରସ୍ତାବକୁ ସକାରାତ୍ମକ ଭାବେ ବିଚାର କରାଯିବ ବୋଲି ଆଶ୍ୱାସନା ମିଳିଛି। ରାଜ୍ୟ ସରକାର ଏକ ସମନ୍ୱୟ କମିଟି ଗଠନ କରି ପ୍ରକଳ୍ପ ଗୁଡ଼ିକର ଅଗ୍ରଗତି ନିୟମିତ ସମୀକ୍ଷା କରିବେ। [372,97,747,372]
case-count-cell: ୧ [320,348,328,364]
birds-photo-caption: ବିଦେଶାଗତ ପକ୍ଷୀଙ୍କ ସମାଗମ। [1240,1583,1384,1598]
case-count-cell: ୧ [320,263,328,279]
table-row [4,279,360,296]
table-caption: ବାଲେଶ୍ୱର ଜିଲ୍ଲାରେ ବଳାତ୍କାର ଘଟଣା [4,143,360,171]
zoo-gate [1143,681,1459,801]
total-label: ମୋଟ- [4,569,138,588]
station-name-cell: ବସ୍ତା [6,382,34,398]
story-iic-headline: ଆଇଆଇସିଙ୍କ ସମେତ... [400,1742,719,1781]
paragraph: ଜଳାଶୟରେ ପଙ୍କ ଜମିବା ଓ ଘାସ ବଢ଼ିବା ଫଳରେ ପକ୍ଷୀଙ୍କ ବାସସ୍ଥାନ ସଙ୍କୁଚିତ ହେଉଥିବା ଚିନ୍ତାର ବିଷୟ। ଚିଲିକା ଉନ୍ନୟନ ପ୍ରାଧିକରଣ ଏଥିପାଇଁ ପରିମଳ ଯୋଜନା ହାତକୁ ନେଇଛି। ପରିବେଶବିତ୍ମାନେ ଏହି ଅଞ୍ଚଳକୁ ରାମସର ସାଇଟ ମାନ୍ୟତା ଦେବା ପାଇଁ ଦାବି କରିଛନ୍ତି। ଶୀତ ଶେଷ ହେବା ପର୍ଯ୍ୟନ୍ତ ପକ୍ଷୀ ପର୍ଯ୍ୟଟନ ଜାରି ରହିବ। [1131,1885,1493,1975]
case-count-cell: ୪ [319,467,329,483]
column-middle [372,44,747,2300]
case-count-cell: ୫ [320,246,329,262]
